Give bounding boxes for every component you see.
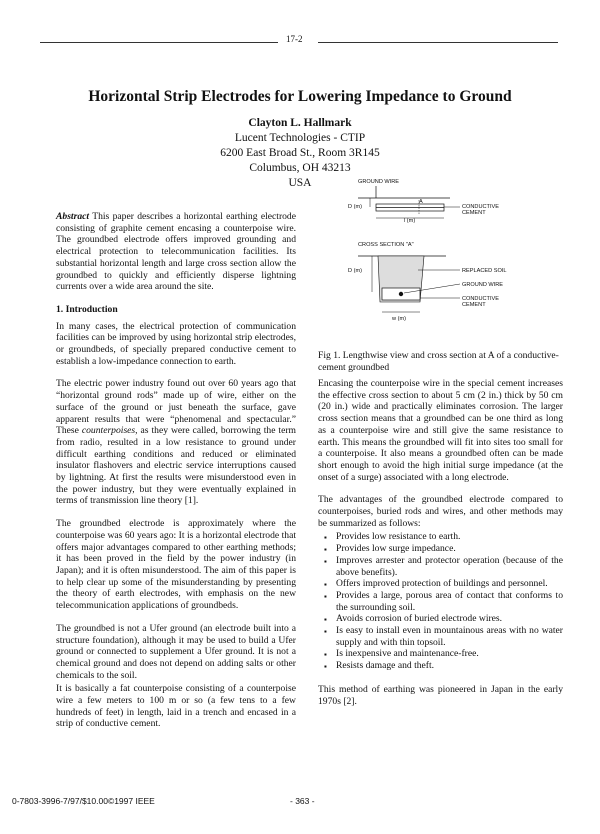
advantage-item: ▪ Is easy to install even in mountainous areas with no water supply and with thin topsoil. [336,625,563,648]
right-paragraph-3: This method of earthing was pioneered in Japan in the early 1970s [2]. [318,683,563,707]
abstract [56,211,296,293]
right-column [318,378,563,718]
fig-cc-line2: CEMENT [462,210,486,216]
fig-ground-wire-2: GROUND WIRE [462,282,504,288]
intro-paragraph-1: In many cases, the electrical protection of communication facilities can be improved by using horizontal strip electrodes, or groundbeds, of specially prepared conductive cement to establish a low-impedance connection to earth. [56,320,296,367]
header-rule-left [40,42,278,43]
advantage-item: ▪ Improves arrester and protector operation (because of the above benefits). [336,555,563,578]
section-heading: 1. Introduction [56,303,118,315]
intro-paragraph-5: It is basically a fat counterpoise consisting of a counterpoise wire a few meters to 100 m or so (a few tens to a few hundreds of feet) in length, laid in a trench and encased in a strip of conductive cement. [56,683,296,730]
ground-wire-cross [399,292,403,296]
fig-w-label: w (m) [392,316,406,322]
intro-paragraph-4: The groundbed is not a Ufer ground (an electrode built into a structure foundation), although it may be used to build a Ufer ground or connected to supplement a Ufer ground. It is not a chemical ground and does not depend on adding salts or other chemicals to the soil. [56,622,296,681]
fig-a-marker: A [419,199,423,205]
advantage-item: ▪ Provides low resistance to earth. [336,531,563,543]
header-rule-right [318,42,558,43]
fig-cross-section-label: CROSS SECTION "A" [358,242,414,248]
intro-paragraph-3: The groundbed electrode is approximately where the counterpoise was 60 years ago: It is a horizontal electrode that offers major advantages compared to other earthing methods; it has been proved in the field by the power industry (in Japan); and it is often misunderstood. The aim of this paper is to help clear up some of the misunderstanding by presenting the theory of earth electrodes, with emphasis on the new telecommunication applications of groundbeds. [56,518,296,612]
right-paragraph-1: Encasing the counterpoise wire in the special cement increases the effective cross section to about 5 cm (2 in.) thick by 50 cm (20 in.) wide and practically eliminates corrosion. The larger cross section means that a groundbed can be one third as long as a counterpoise wire and still give the same resistance to earth. This means the groundbed will fit into sites too small for a counterpoise. It also means a groundbed often can be made short enough to avoid the high initial surge impedance (at the onset of a surge) associated with a long electrode. [318,378,563,483]
author-city: Columbus, OH 43213 [249,162,351,174]
advantage-item: ▪ Provides low surge impedance. [336,543,563,555]
footer-isbn: 0-7803-3996-7/97/$10.00©1997 IEEE [12,796,155,806]
advantages-list [318,531,563,671]
groundbed-figure [348,174,556,346]
advantage-item: ▪ Offers improved protection of buildings and personnel. [336,578,563,590]
intro-p2-start: The electric power industry found out over 60 years ago that “horizontal ground rods” made up of wire, either on the surface of the ground or just beneath the surface, gave apparent results that were “phenomenal and spectacular.” These [56,378,296,437]
advantage-item: ▪ Provides a large, porous area of contact that conforms to the surrounding soil. [336,590,563,613]
author-address: 6200 East Broad St., Room 3R145 [220,147,380,159]
abstract-text: This paper describes a horizontal earthing electrode consisting of graphite cement encasing a counterpoise wire. The groundbed electrode offers improved grounding and electrical protection to telecommunication facilities. Its substantial horizontal length and large cross section allow the groundbed to quickly and efficiently disperse lightning currents over a wide area around the site. [56,211,296,293]
advantage-item: ▪ Avoids corrosion of buried electrode wires. [336,613,563,625]
intro-p2-italic: counterpoises [81,425,136,437]
left-column [56,211,296,741]
fig-conductive-cement [462,204,499,216]
advantage-item: ▪ Resists damage and theft. [336,660,563,672]
fig-cc2-line1: CONDUCTIVE [462,296,499,302]
intro-p2-end: , as they were called, borrowing the term from radio, resulted in a low resistance to ground under difficult earthing conditions and reduced or eliminated insulator flashovers and electric service interruptions caused by lightning. At first the results were misunderstood even in the power industry, but they were eventually explained in terms of transmission line theory [1]. [56,425,297,507]
fig-l-label: l (m) [404,218,416,224]
fig-ground-wire-label: GROUND WIRE [358,179,400,185]
fig-d-label: D (m) [348,204,362,210]
right-paragraph-2: The advantages of the groundbed electrode compared to counterpoises, buried rods and wires, and other methods may be summarized as follows: [318,494,563,529]
author-name: Clayton L. Hallmark [248,117,352,129]
footer-page-number: - 363 - [290,796,315,806]
intro-paragraph-2 [56,378,296,507]
fig-replaced-soil: REPLACED SOIL [462,268,507,274]
fig-conductive-cement-2 [462,296,499,308]
paper-title: Horizontal Strip Electrodes for Lowering Impedance to Ground [88,88,512,105]
abstract-label: Abstract [56,211,90,222]
fig-cc2-line2: CEMENT [462,302,486,308]
author-country: USA [288,177,312,189]
fig-d-label-2: D (m) [348,268,362,274]
session-number: 17-2 [286,34,303,44]
author-org: Lucent Technologies - CTIP [234,132,366,144]
figure-caption: Fig 1. Lengthwise view and cross section at A of a conductive-cement groundbed [318,350,559,373]
advantage-item: ▪ Is inexpensive and maintenance-free. [336,648,563,660]
fig-cc-line1: CONDUCTIVE [462,204,499,210]
